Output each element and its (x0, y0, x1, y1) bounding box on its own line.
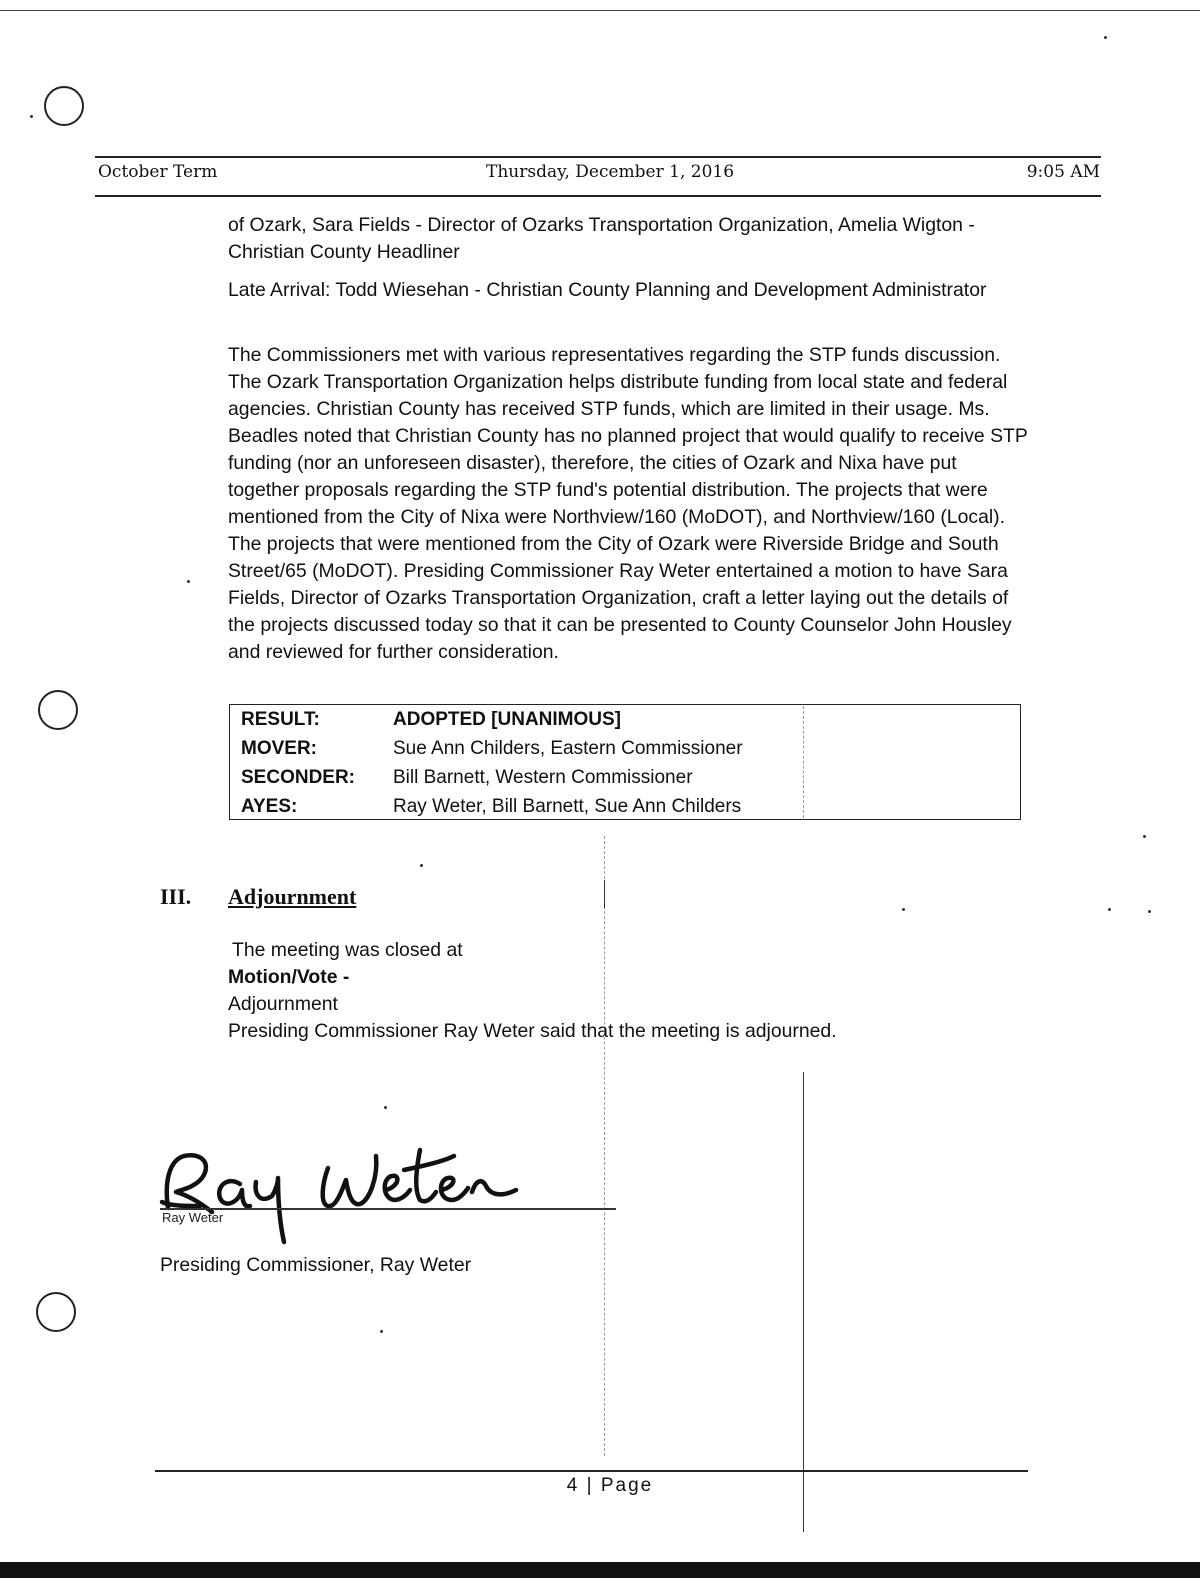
vote-row-result (230, 705, 1020, 734)
signature-caption: Presiding Commissioner, Ray Weter (160, 1254, 472, 1276)
scan-speck (187, 580, 190, 583)
handwritten-signature-icon (150, 1120, 550, 1250)
meeting-closed-text: The meeting was closed at (232, 939, 463, 961)
signature-printed-name: Ray Weter (162, 1210, 224, 1225)
scan-top-edge (0, 10, 1200, 11)
motion-name: Adjournment (228, 993, 338, 1015)
footer-rule (155, 1470, 1028, 1472)
scan-speck (1148, 910, 1151, 913)
header-date: Thursday, December 1, 2016 (486, 162, 735, 182)
vote-label: MOVER: (241, 738, 317, 759)
page-number: 4 | Page (566, 1475, 654, 1496)
vote-label: RESULT: (241, 709, 320, 730)
vote-row-ayes (230, 792, 1020, 821)
signature-line (160, 1208, 616, 1210)
header-rule-top (95, 156, 1101, 158)
vote-row-seconder (230, 763, 1020, 792)
motion-vote-label: Motion/Vote - (228, 966, 350, 988)
late-arrival-paragraph (228, 277, 1028, 304)
scan-speck (420, 864, 423, 867)
attendees-paragraph (228, 212, 1028, 266)
punch-hole-icon (36, 1292, 76, 1332)
scan-speck (902, 908, 905, 911)
section-title: Adjournment (228, 884, 357, 909)
vote-value: Bill Barnett, Western Commissioner (393, 767, 693, 788)
scan-speck (30, 115, 33, 118)
scan-fold-line (604, 880, 606, 908)
vote-label: AYES: (241, 796, 298, 817)
vote-value: Ray Weter, Bill Barnett, Sue Ann Childers (393, 796, 742, 817)
scan-speck (1108, 908, 1111, 911)
header-term: October Term (98, 162, 218, 182)
scan-speck (1143, 835, 1146, 838)
section-number: III. (160, 884, 192, 909)
late-arrival-text: Late Arrival: Todd Wiesehan - Christian County Planning and Development Administrator (228, 279, 987, 301)
discussion-text: The Commissioners met with various representatives regarding the STP funds discussion. The Ozark Transportation Organization helps distribute funding from local state and federal agencies. Christian County has received STP funds, which are limited in their usage. Ms. Beadles noted that Christian County has no planned project that would qualify to receive STP funding (nor an unforeseen disaster), therefore, the cities of Ozark and Nixa have put together proposals regarding the STP fund's potential distribution. The projects that were mentioned from the City of Nixa were Northview/160 (MoDOT), and Northview/160 (Local). The projects that were mentioned from the City of Ozark were Riverside Bridge and South Street/65 (MoDOT). Presiding Commissioner Ray Weter entertained a motion to have Sara Fields, Director of Ozarks Transportation Organization, craft a letter laying out the details of the projects discussed today so that it can be presented to County Counselor John Housley and reviewed for further consideration. (228, 344, 1028, 663)
vote-table (229, 704, 1021, 820)
scan-fold-line (604, 836, 606, 1456)
attendees-text: of Ozark, Sara Fields - Director of Ozarks Transportation Organization, Amelia Wigton - Christian County Headliner (228, 214, 975, 263)
scan-bottom-edge (0, 1562, 1200, 1578)
scan-speck (384, 1106, 387, 1109)
header-rule-bottom (95, 195, 1101, 197)
scan-fold-line (803, 1072, 805, 1532)
header-time: 9:05 AM (1026, 162, 1100, 182)
vote-label: SECONDER: (241, 767, 356, 788)
adjournment-statement: Presiding Commissioner Ray Weter said that the meeting is adjourned. (228, 1020, 837, 1042)
vote-value: ADOPTED [UNANIMOUS] (393, 709, 621, 730)
discussion-paragraph (228, 342, 1028, 666)
scan-speck (1104, 36, 1107, 39)
vote-value: Sue Ann Childers, Eastern Commissioner (393, 738, 743, 759)
scan-speck (380, 1330, 383, 1333)
punch-hole-icon (38, 690, 78, 730)
vote-row-mover (230, 734, 1020, 763)
punch-hole-icon (44, 86, 84, 126)
